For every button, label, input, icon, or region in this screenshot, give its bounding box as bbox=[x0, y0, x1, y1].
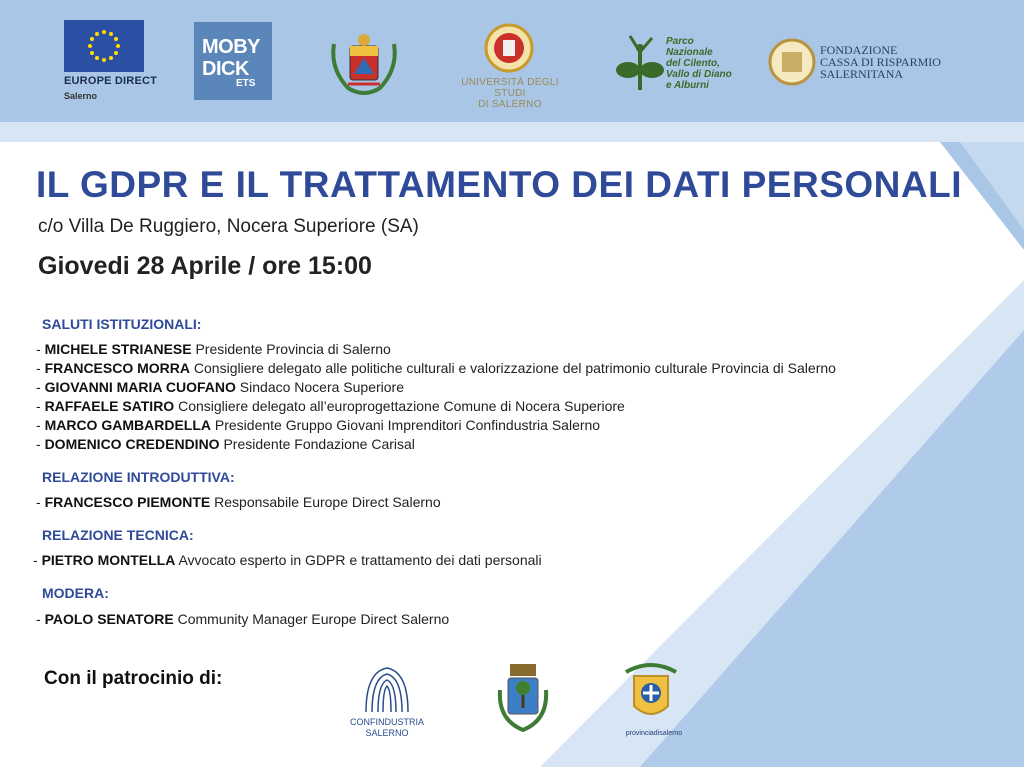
confindustria-logo-icon bbox=[358, 662, 416, 716]
speaker-name: MARCO GAMBARDELLA bbox=[44, 417, 211, 433]
provincia-salerno-crest-icon bbox=[620, 656, 682, 728]
fondazione-line2: CASSA DI RISPARMIO bbox=[820, 55, 941, 69]
speaker-name: MICHELE STRIANESE bbox=[44, 341, 192, 357]
universita-line2: DI SALERNO bbox=[478, 99, 542, 110]
section-heading-tecnica: RELAZIONE TECNICA: bbox=[42, 527, 194, 543]
parco-cilento-logo-icon bbox=[612, 30, 668, 92]
speaker-name: RAFFAELE SATIRO bbox=[44, 398, 175, 414]
bullet-dash: - bbox=[36, 341, 45, 357]
speaker-name: FRANCESCO MORRA bbox=[44, 360, 191, 376]
speaker-role: Sindaco Nocera Superiore bbox=[235, 379, 405, 395]
moby-dick-line1: MOBY bbox=[202, 36, 260, 58]
comune-salerno-crest-icon bbox=[326, 24, 402, 100]
section-heading-modera: MODERA: bbox=[42, 585, 109, 601]
speaker-name: DOMENICO CREDENDINO bbox=[44, 436, 220, 452]
bullet-dash: - bbox=[36, 417, 45, 433]
speaker-role: Community Manager Europe Direct Salerno bbox=[173, 611, 450, 627]
speaker-row bbox=[36, 417, 600, 433]
bullet-dash: - bbox=[33, 552, 42, 568]
speaker-row bbox=[36, 398, 625, 414]
speaker-role: Presidente Gruppo Giovani Imprenditori Confindustria Salerno bbox=[211, 417, 601, 433]
confindustria-line1: CONFINDUSTRIA bbox=[350, 717, 424, 727]
speaker-role: Presidente Provincia di Salerno bbox=[191, 341, 391, 357]
fondazione-line3: SALERNITANA bbox=[820, 67, 904, 81]
moby-dick-line3: ETS bbox=[236, 78, 256, 89]
europe-direct-label: EUROPE DIRECT bbox=[64, 75, 158, 87]
event-datetime: Giovedi 28 Aprile / ore 15:00 bbox=[38, 252, 372, 280]
section-heading-saluti: SALUTI ISTITUZIONALI: bbox=[42, 316, 202, 332]
speaker-role: Presidente Fondazione Carisal bbox=[219, 436, 415, 452]
europe-direct-city: Salerno bbox=[64, 91, 98, 101]
bullet-dash: - bbox=[36, 436, 45, 452]
bullet-dash: - bbox=[36, 611, 45, 627]
speaker-name: PIETRO MONTELLA bbox=[41, 552, 176, 568]
speaker-name: FRANCESCO PIEMONTE bbox=[44, 494, 211, 510]
speaker-row bbox=[36, 436, 415, 452]
provincia-label: provinciadisalerno bbox=[625, 730, 683, 737]
parco-line4: e Alburni bbox=[666, 80, 709, 91]
universita-label bbox=[448, 77, 572, 110]
bullet-dash: - bbox=[36, 360, 45, 376]
speaker-row bbox=[36, 379, 404, 395]
universita-salerno-seal-icon bbox=[484, 22, 534, 74]
speaker-row bbox=[36, 494, 441, 510]
fondazione-label bbox=[820, 44, 970, 80]
universita-line1: UNIVERSITÀ DEGLI STUDI bbox=[461, 77, 559, 99]
speaker-name: PAOLO SENATORE bbox=[44, 611, 174, 627]
speaker-row bbox=[36, 611, 449, 627]
fondazione-carisal-seal-icon bbox=[768, 38, 816, 86]
speaker-role: Consigliere delegato alle politiche culturali e valorizzazione del patrimonio culturale Provincia di Salerno bbox=[190, 360, 836, 376]
bullet-dash: - bbox=[36, 379, 45, 395]
patrocinio-label: Con il patrocinio di: bbox=[44, 668, 223, 689]
event-venue: c/o Villa De Ruggiero, Nocera Superiore (SA) bbox=[38, 216, 419, 237]
comune-nocera-crest-icon bbox=[494, 660, 552, 736]
speaker-role: Responsabile Europe Direct Salerno bbox=[210, 494, 441, 510]
confindustria-label bbox=[346, 717, 428, 739]
speaker-role: Consigliere delegato all’europrogettazione Comune di Nocera Superiore bbox=[174, 398, 625, 414]
event-title: IL GDPR E IL TRATTAMENTO DEI DATI PERSONALI bbox=[36, 164, 962, 205]
bullet-dash: - bbox=[36, 398, 45, 414]
parco-line2: del Cilento, bbox=[666, 58, 720, 69]
parco-line3: Vallo di Diano bbox=[666, 69, 732, 80]
speaker-name: GIOVANNI MARIA CUOFANO bbox=[44, 379, 236, 395]
speaker-row bbox=[33, 552, 542, 568]
moby-dick-line2: DICK bbox=[202, 58, 249, 80]
europe-direct-flag-logo bbox=[64, 20, 144, 72]
fondazione-line1: FONDAZIONE bbox=[820, 43, 898, 57]
speaker-row bbox=[36, 341, 391, 357]
bullet-dash: - bbox=[36, 494, 45, 510]
confindustria-line2: SALERNO bbox=[365, 728, 409, 738]
moby-dick-logo bbox=[194, 22, 272, 100]
speaker-role: Avvocato esperto in GDPR e trattamento dei dati personali bbox=[175, 552, 542, 568]
parco-label bbox=[666, 36, 736, 91]
section-heading-introduttiva: RELAZIONE INTRODUTTIVA: bbox=[42, 469, 235, 485]
speaker-row bbox=[36, 360, 836, 376]
parco-line1: Parco Nazionale bbox=[666, 36, 713, 58]
